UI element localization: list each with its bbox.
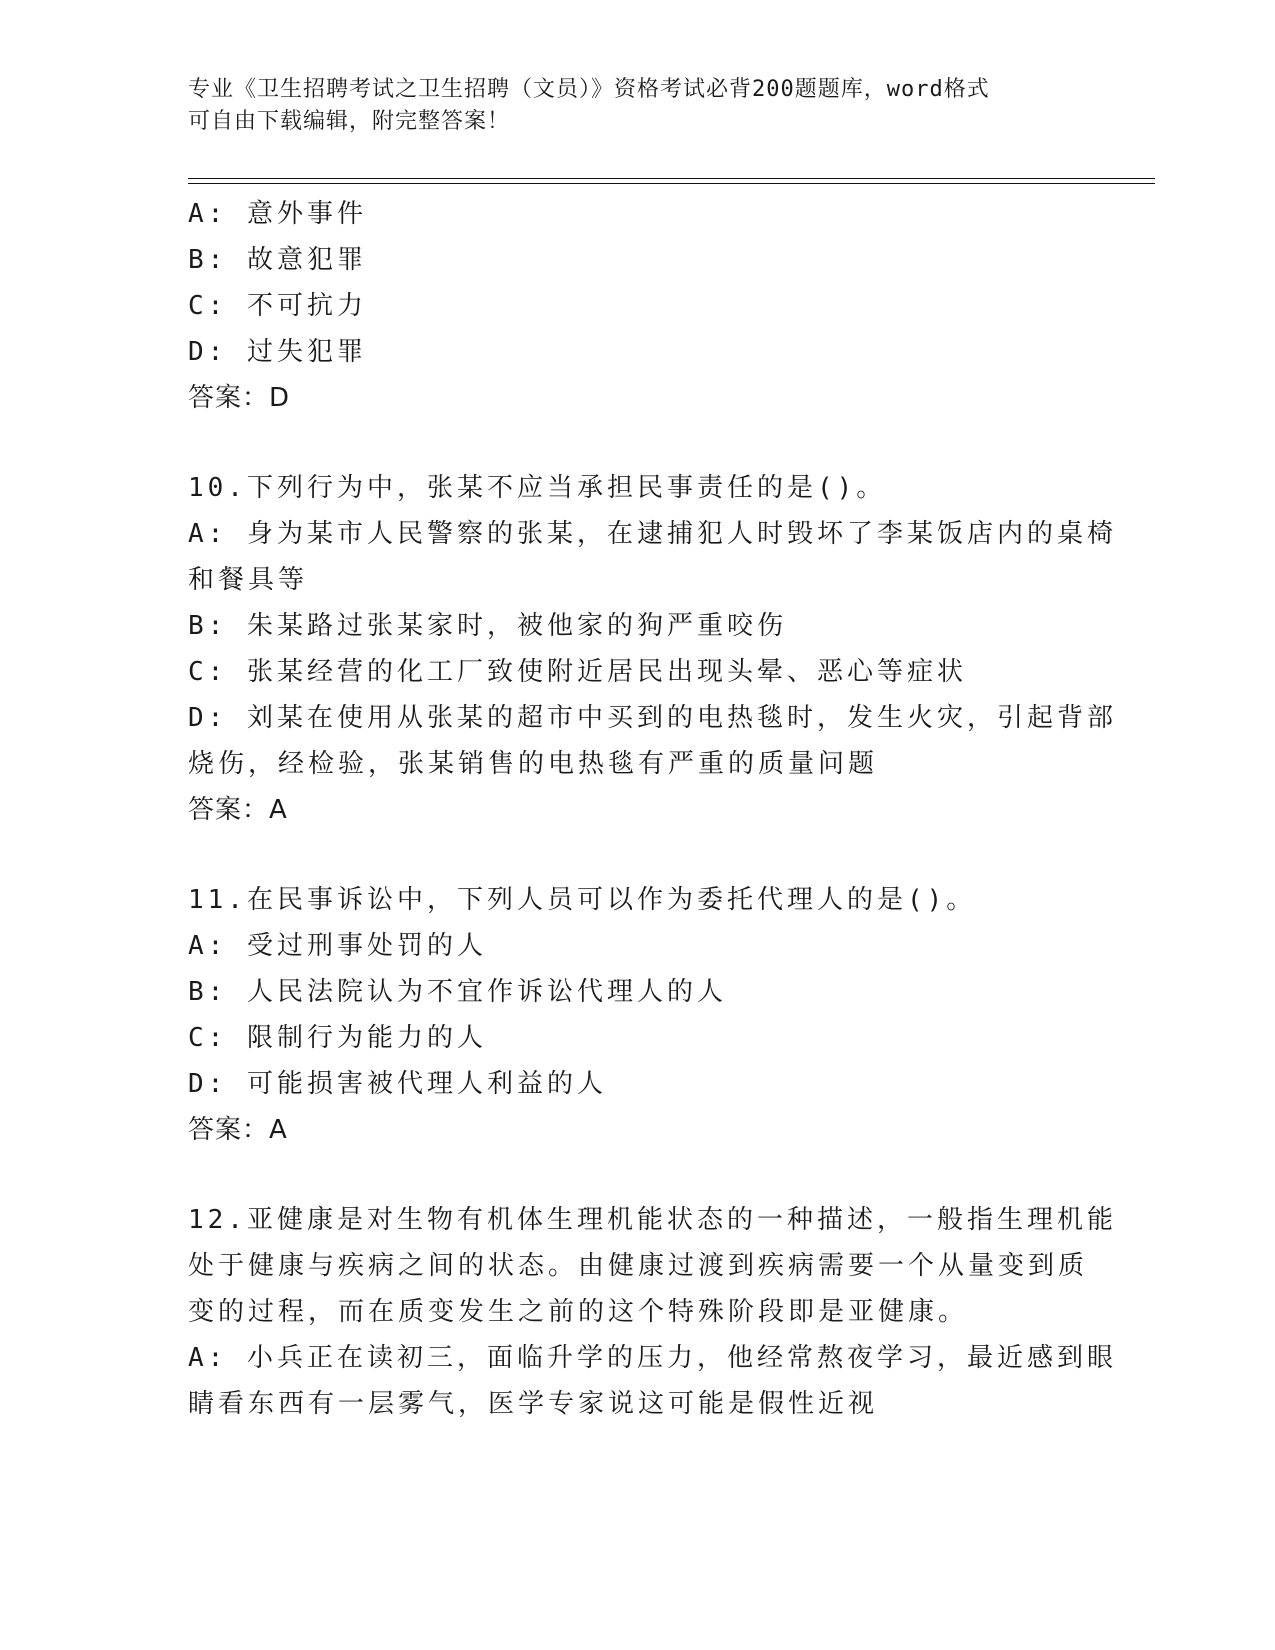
- question-9-block: [188, 191, 1078, 421]
- header-divider-top: [188, 178, 1155, 179]
- q10-option-b: B: 朱某路过张某家时，被他家的狗严重咬伤: [188, 611, 787, 641]
- q12-option-a-line-2: 睛看东西有一层雾气，医学专家说这可能是假性近视: [188, 1389, 879, 1419]
- q11-option-b: B: 人民法院认为不宜作诉讼代理人的人: [188, 977, 727, 1007]
- q12-question-line-1: 12.亚健康是对生物有机体生理机能状态的一种描述，一般指生理机能: [188, 1205, 1117, 1235]
- header-divider-bottom: [188, 183, 1155, 184]
- q10-option-d-line-1: D: 刘某在使用从张某的超市中买到的电热毯时，发生火灾，引起背部: [188, 703, 1117, 733]
- q10-question: 10.下列行为中，张某不应当承担民事责任的是()。: [188, 473, 887, 503]
- document-header: [188, 74, 1088, 138]
- spacer: [188, 1153, 1078, 1197]
- q9-option-a: A: 意外事件: [188, 199, 367, 229]
- header-line-2: 可自由下载编辑，附完整答案！: [188, 109, 511, 134]
- header-line-1: 专业《卫生招聘考试之卫生招聘（文员）》资格考试必背200题题库，word格式: [188, 77, 990, 102]
- q10-answer: 答案：A: [188, 795, 288, 825]
- q10-option-a-line-2: 和餐具等: [188, 565, 309, 595]
- q11-option-d: D: 可能损害被代理人利益的人: [188, 1069, 607, 1099]
- q10-option-a-line-1: A: 身为某市人民警察的张某，在逮捕犯人时毁坏了李某饭店内的桌椅: [188, 519, 1117, 549]
- question-content: [188, 191, 1117, 1427]
- q10-option-c: C: 张某经营的化工厂致使附近居民出现头晕、恶心等症状: [188, 657, 967, 687]
- spacer: [188, 421, 1078, 465]
- q12-question-line-3: 变的过程，而在质变发生之前的这个特殊阶段即是亚健康。: [188, 1297, 969, 1327]
- q9-option-d: D: 过失犯罪: [188, 337, 367, 367]
- q11-question: 11.在民事诉讼中，下列人员可以作为委托代理人的是()。: [188, 885, 977, 915]
- question-11-block: [188, 877, 1078, 1153]
- q12-option-a-line-1: A: 小兵正在读初三，面临升学的压力，他经常熬夜学习，最近感到眼: [188, 1343, 1117, 1373]
- q9-option-c: C: 不可抗力: [188, 291, 367, 321]
- q10-option-d-line-2: 烧伤，经检验，张某销售的电热毯有严重的质量问题: [188, 749, 879, 779]
- q9-option-b: B: 故意犯罪: [188, 245, 367, 275]
- q12-question-line-2: 处于健康与疾病之间的状态。由健康过渡到疾病需要一个从量变到质: [188, 1251, 1089, 1281]
- question-10-block: [188, 465, 1117, 833]
- question-12-block: [188, 1197, 1117, 1427]
- q11-answer: 答案：A: [188, 1115, 288, 1145]
- spacer: [188, 833, 1078, 877]
- q9-answer: 答案：D: [188, 383, 291, 413]
- q11-option-c: C: 限制行为能力的人: [188, 1023, 487, 1053]
- q11-option-a: A: 受过刑事处罚的人: [188, 931, 487, 961]
